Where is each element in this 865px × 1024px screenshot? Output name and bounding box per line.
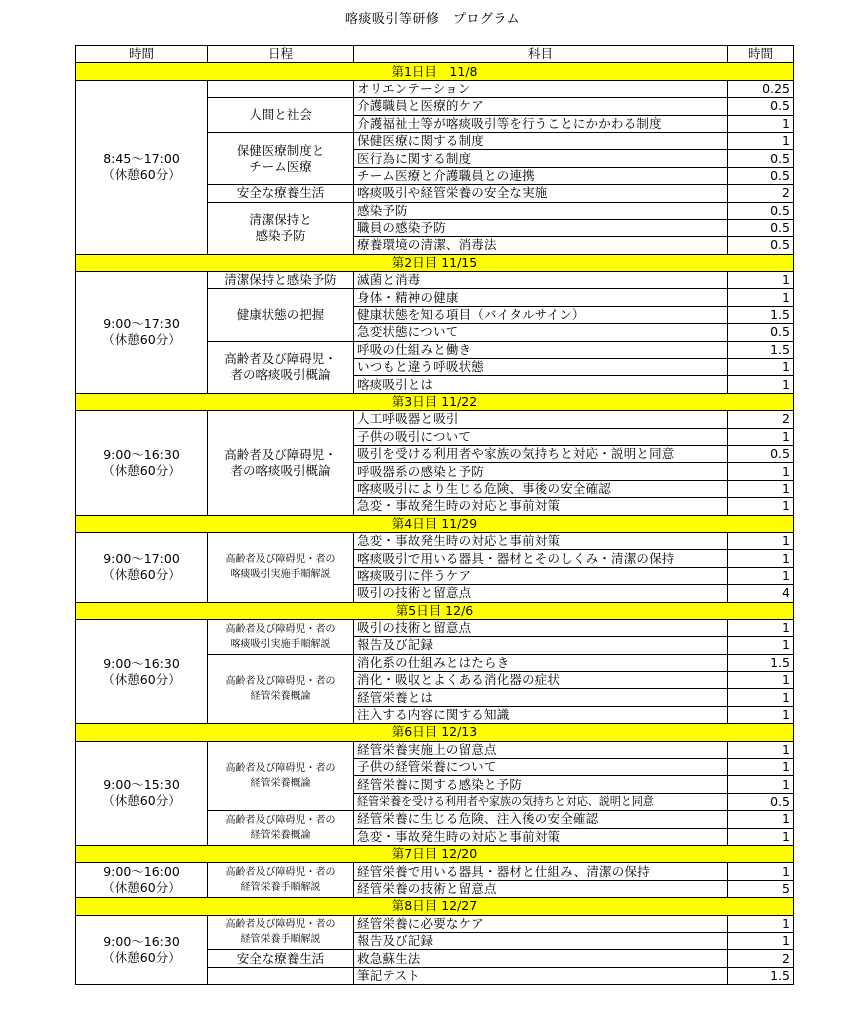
schedule-cell: 保健医療制度と チーム医療 [208,132,354,184]
table-row [76,532,794,549]
subject-cell: いつもと違う呼吸状態 [354,359,728,376]
schedule-cell: 高齢者及び障碍児・者の 喀痰吸引実施手順解説 [208,532,354,602]
day-label: 第3日目 11/22 [76,393,794,410]
program-table [75,45,794,985]
hours-cell: 1 [728,915,794,932]
subject-cell: 子供の経管栄養について [354,759,728,776]
header-subject: 科目 [354,46,728,63]
day-header-row [76,898,794,915]
schedule-cell: 高齢者及び障碍児・者の 経管栄養手順解説 [208,915,354,950]
subject-cell: チーム医療と介護職員との連携 [354,167,728,184]
day-label: 第8日目 12/27 [76,898,794,915]
hours-cell: 1 [728,376,794,393]
subject-cell: 吸引を受ける利用者や家族の気持ちと対応・説明と同意 [354,445,728,462]
schedule-cell: 人間と社会 [208,98,354,133]
hours-cell: 1 [728,532,794,549]
header-row [76,46,794,63]
subject-cell: 注入する内容に関する知識 [354,706,728,723]
hours-cell: 1 [728,428,794,445]
subject-cell: 経管栄養に関する感染と予防 [354,776,728,793]
schedule-cell: 高齢者及び障碍児・者の 経管栄養手順解説 [208,863,354,898]
table-row [76,619,794,636]
table-row [76,741,794,758]
hours-cell: 1 [728,359,794,376]
header-time: 時間 [76,46,208,63]
hours-cell: 1 [728,932,794,949]
schedule-cell: 高齢者及び障碍児・者の 経管栄養概論 [208,654,354,724]
hours-cell: 5 [728,880,794,897]
schedule-cell: 高齢者及び障碍児・者の 喀痰吸引実施手順解説 [208,619,354,654]
hours-cell: 0.5 [728,219,794,236]
hours-cell: 0.5 [728,202,794,219]
subject-cell: 経管栄養とは [354,689,728,706]
subject-cell: 救急蘇生法 [354,950,728,967]
day-label: 第5日目 12/6 [76,602,794,619]
day-time: 9:00～16:00 （休憩60分） [76,863,208,898]
day-label: 第1日目 11/8 [76,63,794,80]
day-time: 8:45～17:00 （休憩60分） [76,80,208,254]
subject-cell: 経管栄養で用いる器具・器材と仕組み、清潔の保持 [354,863,728,880]
hours-cell: 4 [728,585,794,602]
hours-cell: 1 [728,828,794,845]
day-header-row [76,724,794,741]
hours-cell: 1 [728,741,794,758]
schedule-cell: 高齢者及び障碍児・ 者の喀痰吸引概論 [208,341,354,393]
hours-cell: 1 [728,689,794,706]
hours-cell: 1 [728,637,794,654]
subject-cell: 経管栄養実施上の留意点 [354,741,728,758]
hours-cell: 1 [728,672,794,689]
day-header-row [76,63,794,80]
subject-cell: 吸引の技術と留意点 [354,585,728,602]
subject-cell: 消化・吸収とよくある消化器の症状 [354,672,728,689]
subject-cell: 介護福祉士等が喀痰吸引等を行うことにかかわる制度 [354,115,728,132]
subject-cell: 介護職員と医療的ケア [354,98,728,115]
hours-cell: 2 [728,411,794,428]
day-time: 9:00～16:30 （休憩60分） [76,619,208,723]
subject-cell: 喀痰吸引や経管栄養の安全な実施 [354,185,728,202]
day-header-row [76,602,794,619]
day-time: 9:00～17:30 （休憩60分） [76,272,208,394]
day-header-row [76,515,794,532]
day-header-row [76,393,794,410]
hours-cell: 1.5 [728,654,794,671]
hours-cell: 0.5 [728,237,794,254]
subject-cell: 急変・事故発生時の対応と事前対策 [354,498,728,515]
subject-cell: 療養環境の清潔、消毒法 [354,237,728,254]
schedule-cell: 安全な療養生活 [208,950,354,967]
subject-cell: 医行為に関する制度 [354,150,728,167]
schedule-cell: 清潔保持と感染予防 [208,272,354,289]
page-title: 喀痰吸引等研修 プログラム [344,12,521,27]
day-header-row [76,845,794,862]
day-label: 第4日目 11/29 [76,515,794,532]
schedule-cell: 高齢者及び障碍児・者の 経管栄養概論 [208,811,354,846]
hours-cell: 0.5 [728,445,794,462]
subject-cell: 喀痰吸引により生じる危険、事後の安全確認 [354,480,728,497]
subject-cell: 喀痰吸引に伴うケア [354,567,728,584]
schedule-cell [208,967,354,984]
hours-cell: 1 [728,498,794,515]
day-label: 第7日目 12/20 [76,845,794,862]
table-row [76,863,794,880]
subject-cell: 呼吸の仕組みと働き [354,341,728,358]
schedule-cell: 高齢者及び障碍児・ 者の喀痰吸引概論 [208,411,354,515]
subject-cell: 報告及び記録 [354,932,728,949]
subject-cell: 報告及び記録 [354,637,728,654]
schedule-cell: 健康状態の把握 [208,289,354,341]
subject-cell: 経管栄養に生じる危険、注入後の安全確認 [354,811,728,828]
day-label: 第6日目 12/13 [76,724,794,741]
hours-cell: 0.25 [728,80,794,97]
subject-cell: 急変・事故発生時の対応と事前対策 [354,532,728,549]
header-schedule: 日程 [208,46,354,63]
hours-cell: 1 [728,115,794,132]
day-header-row [76,254,794,271]
schedule-cell: 清潔保持と 感染予防 [208,202,354,254]
subject-cell: 滅菌と消毒 [354,272,728,289]
day-time: 9:00～17:00 （休憩60分） [76,532,208,602]
table-row [76,272,794,289]
subject-cell: 吸引の技術と留意点 [354,619,728,636]
day-time: 9:00～16:30 （休憩60分） [76,411,208,515]
hours-cell: 1 [728,619,794,636]
subject-cell: 職員の感染予防 [354,219,728,236]
subject-cell: 喀痰吸引で用いる器具・器材とそのしくみ・清潔の保持 [354,550,728,567]
subject-cell: 急変・事故発生時の対応と事前対策 [354,828,728,845]
hours-cell: 1 [728,550,794,567]
hours-cell: 1 [728,272,794,289]
hours-cell: 0.5 [728,793,794,810]
header-hours: 時間 [728,46,794,63]
schedule-cell: 高齢者及び障碍児・者の 経管栄養概論 [208,741,354,811]
table-row [76,411,794,428]
subject-cell: 経管栄養を受ける利用者や家族の気持ちと対応、説明と同意 [354,793,728,810]
hours-cell: 2 [728,950,794,967]
subject-cell: 人工呼吸器と吸引 [354,411,728,428]
schedule-cell [208,80,354,97]
hours-cell: 1.5 [728,341,794,358]
table-row [76,80,794,97]
hours-cell: 1 [728,132,794,149]
hours-cell: 1.5 [728,306,794,323]
hours-cell: 1 [728,463,794,480]
hours-cell: 1.5 [728,967,794,984]
hours-cell: 0.5 [728,98,794,115]
subject-cell: オリエンテーション [354,80,728,97]
subject-cell: 経管栄養に必要なケア [354,915,728,932]
hours-cell: 1 [728,776,794,793]
hours-cell: 0.5 [728,324,794,341]
hours-cell: 1 [728,480,794,497]
hours-cell: 0.5 [728,150,794,167]
hours-cell: 2 [728,185,794,202]
subject-cell: 筆記テスト [354,967,728,984]
hours-cell: 1 [728,289,794,306]
schedule-cell: 安全な療養生活 [208,185,354,202]
subject-cell: 喀痰吸引とは [354,376,728,393]
day-time: 9:00～15:30 （休憩60分） [76,741,208,845]
subject-cell: 子供の吸引について [354,428,728,445]
subject-cell: 感染予防 [354,202,728,219]
hours-cell: 1 [728,567,794,584]
day-label: 第2日目 11/15 [76,254,794,271]
subject-cell: 保健医療に関する制度 [354,132,728,149]
subject-cell: 健康状態を知る項目（バイタルサイン） [354,306,728,323]
hours-cell: 0.5 [728,167,794,184]
subject-cell: 身体・精神の健康 [354,289,728,306]
hours-cell: 1 [728,759,794,776]
hours-cell: 1 [728,811,794,828]
subject-cell: 消化系の仕組みとはたらき [354,654,728,671]
hours-cell: 1 [728,706,794,723]
day-time: 9:00～16:30 （休憩60分） [76,915,208,985]
table-row [76,915,794,932]
hours-cell: 1 [728,863,794,880]
subject-cell: 経管栄養の技術と留意点 [354,880,728,897]
subject-cell: 急変状態について [354,324,728,341]
program-table-body [76,46,794,985]
subject-cell: 呼吸器系の感染と予防 [354,463,728,480]
